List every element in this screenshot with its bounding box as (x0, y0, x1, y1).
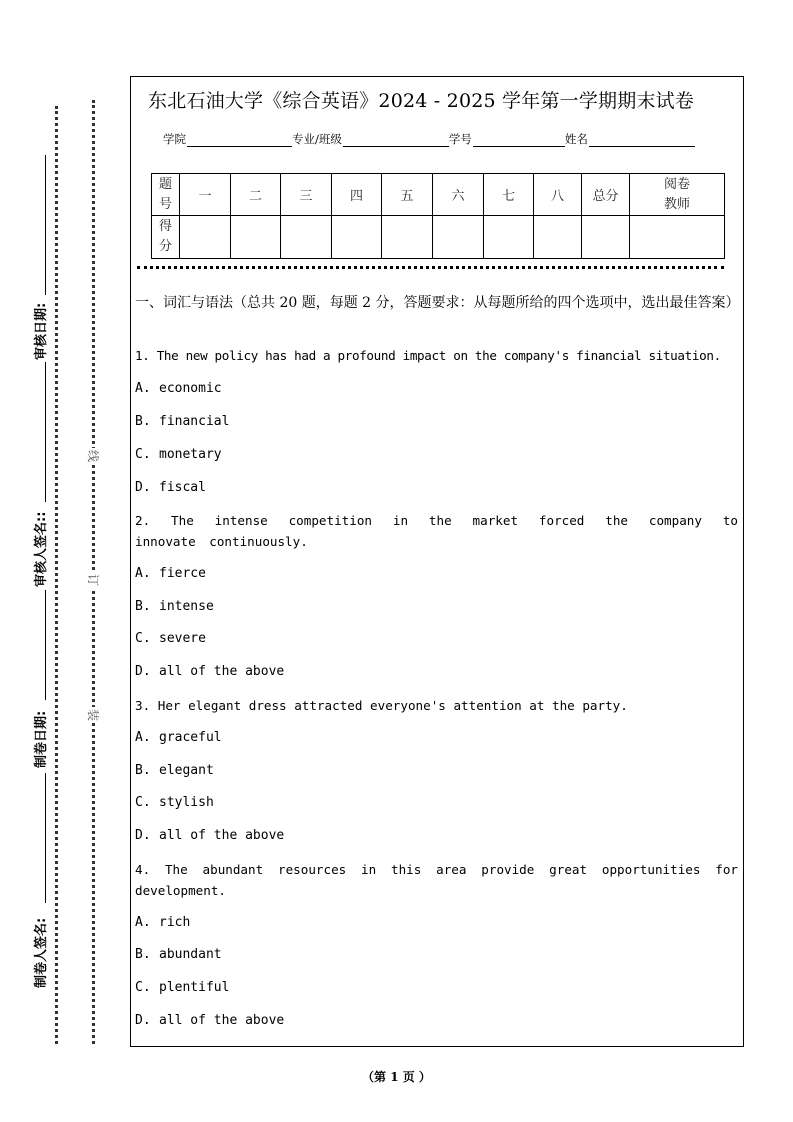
binding-char-bind: 装 (86, 708, 101, 721)
score-cell-4[interactable] (332, 216, 382, 259)
signature-line-prep-date[interactable] (45, 773, 46, 903)
question-1-option-d[interactable]: D. fiscal (135, 480, 206, 495)
field-label-college: 学院 (163, 132, 186, 146)
header-grader: 阅卷 教师 (630, 174, 725, 216)
binding-char-line: 线 (86, 449, 101, 462)
score-cell-3[interactable] (281, 216, 332, 259)
signature-line-reviewer-lower (45, 590, 46, 700)
question-4-option-b[interactable]: B. abundant (135, 947, 222, 962)
header-col-6: 六 (433, 174, 484, 216)
question-4: 4. The abundant resources in this area provide great opportunities for development. (135, 862, 738, 898)
header-total: 总分 (582, 174, 630, 216)
field-input-college[interactable] (187, 134, 292, 147)
question-2-option-a[interactable]: A. fierce (135, 566, 206, 581)
question-1-option-c[interactable]: C. monetary (135, 447, 222, 462)
header-col-8: 八 (534, 174, 582, 216)
field-input-major-class[interactable] (343, 134, 449, 147)
score-cell-total[interactable] (582, 216, 630, 259)
section-heading: 一、词汇与语法（总共 20 题，每题 2 分，答题要求：从每题所给的四个选项中，选出最佳答案） (135, 295, 740, 311)
score-cell-8[interactable] (534, 216, 582, 259)
header-score: 得 分 (152, 216, 180, 259)
header-col-1: 一 (180, 174, 231, 216)
question-1: 1. The new policy has had a profound impact on the company's financial situation. (135, 348, 721, 363)
question-3-option-a[interactable]: A. graceful (135, 730, 222, 745)
header-question-number: 题 号 (152, 174, 180, 216)
score-table (151, 173, 725, 259)
signature-line-review-date[interactable] (45, 155, 46, 295)
score-cell-7[interactable] (484, 216, 534, 259)
question-2: 2. The intense competition in the market forced the company to innovate continuously. (135, 513, 738, 549)
question-3: 3. Her elegant dress attracted everyone's attention at the party. (135, 698, 628, 713)
question-4-option-d[interactable]: D. all of the above (135, 1013, 285, 1028)
question-2-option-c[interactable]: C. severe (135, 631, 206, 646)
score-cell-grader[interactable] (630, 216, 725, 259)
section-divider (137, 266, 724, 269)
question-3-option-c[interactable]: C. stylish (135, 795, 214, 810)
header-col-3: 三 (281, 174, 332, 216)
field-label-major-class: 专业/班级 (292, 132, 342, 146)
question-4-option-a[interactable]: A. rich (135, 915, 191, 930)
score-cell-6[interactable] (433, 216, 484, 259)
field-input-name[interactable] (589, 134, 695, 147)
question-2-option-d[interactable]: D. all of the above (135, 664, 285, 679)
header-col-4: 四 (332, 174, 382, 216)
question-4-option-c[interactable]: C. plentiful (135, 980, 230, 995)
binding-dotted-line-outer (55, 106, 58, 1044)
binding-char-staple: 订 (86, 573, 101, 586)
page-number: （第 1 页 ） (362, 1070, 431, 1084)
question-3-option-b[interactable]: B. elegant (135, 763, 214, 778)
field-label-student-id: 学号 (448, 132, 472, 146)
score-table-header-row (152, 174, 725, 216)
question-1-option-a[interactable]: A. economic (135, 381, 222, 396)
student-info-row (163, 131, 695, 147)
field-label-name: 姓名 (564, 132, 588, 146)
question-2-option-b[interactable]: B. intense (135, 599, 214, 614)
header-col-2: 二 (231, 174, 281, 216)
score-cell-1[interactable] (180, 216, 231, 259)
header-col-5: 五 (382, 174, 433, 216)
field-input-student-id[interactable] (473, 134, 565, 147)
score-table-score-row (152, 216, 725, 259)
score-cell-5[interactable] (382, 216, 433, 259)
exam-title: 东北石油大学《综合英语》2024 - 2025 学年第一学期期末试卷 (148, 90, 695, 112)
question-3-option-d[interactable]: D. all of the above (135, 828, 285, 843)
signature-line-reviewer[interactable] (45, 362, 46, 502)
score-cell-2[interactable] (231, 216, 281, 259)
question-1-option-b[interactable]: B. financial (135, 414, 230, 429)
header-col-7: 七 (484, 174, 534, 216)
